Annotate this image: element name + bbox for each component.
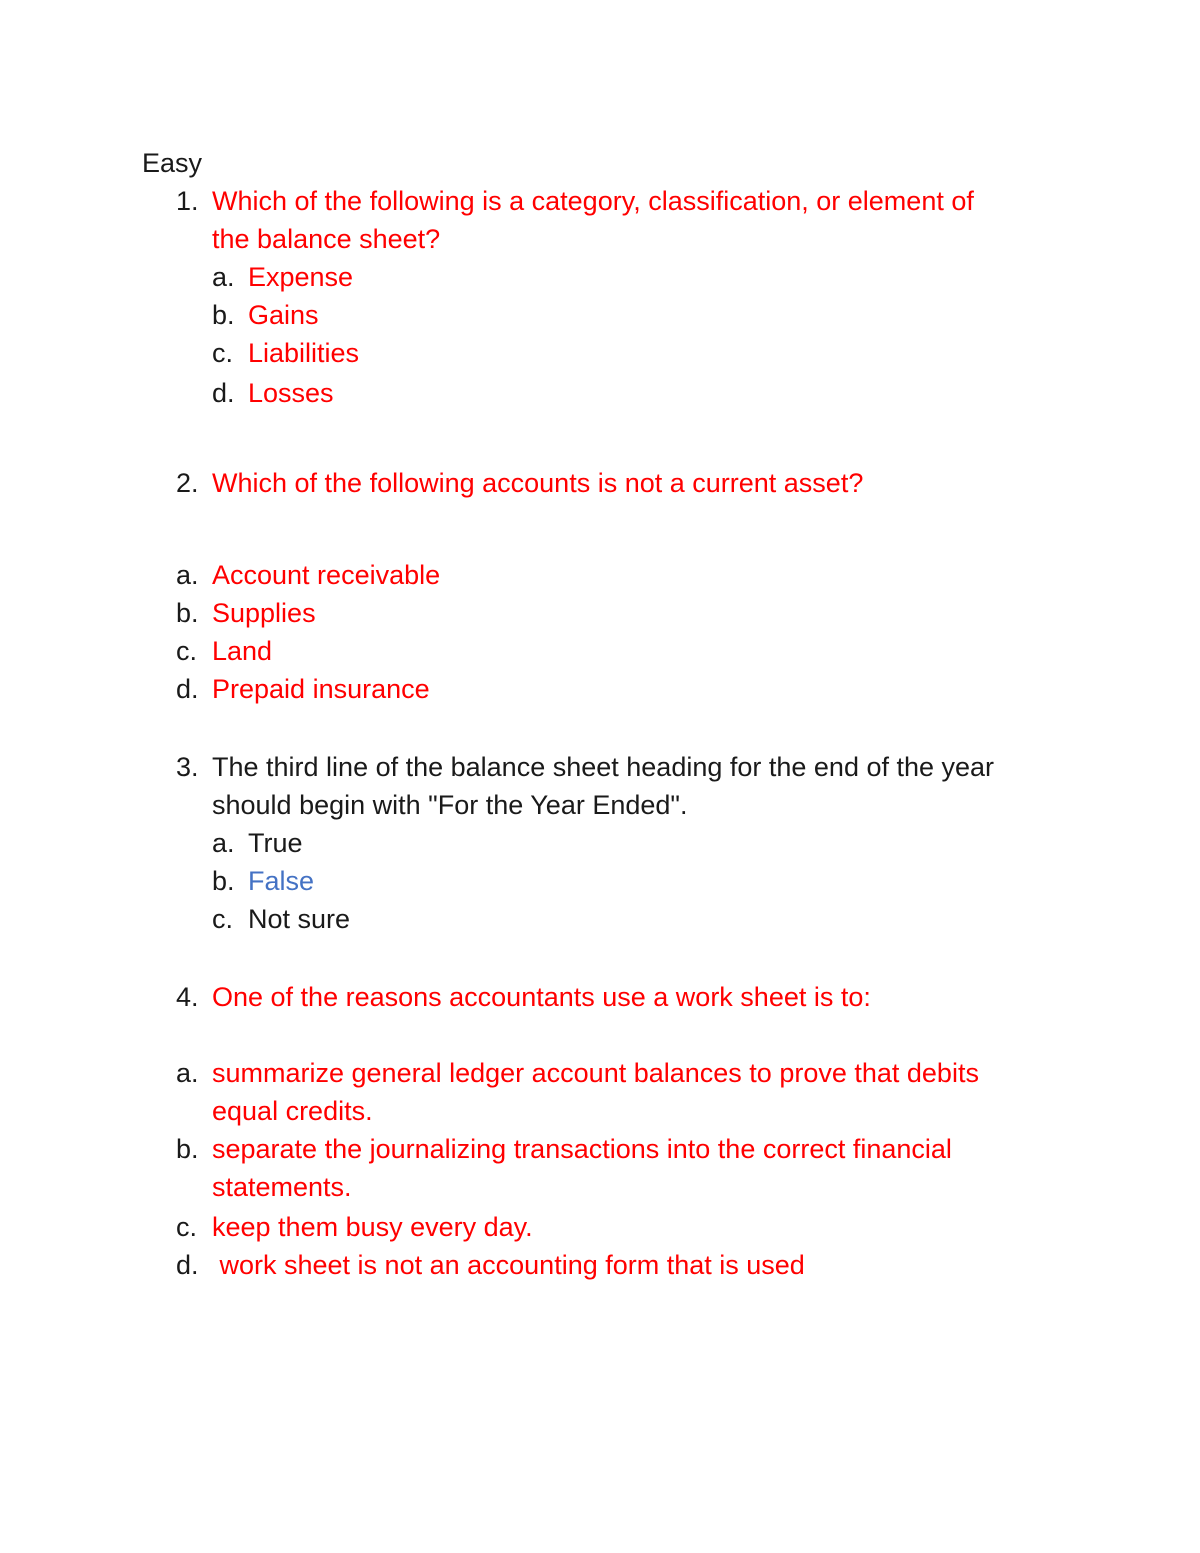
q4-option-a-text-line1: summarize general ledger account balances to prove that debits <box>212 1058 979 1088</box>
q1-option-d-text: Losses <box>248 378 334 408</box>
q4-option-c-text: keep them busy every day. <box>212 1212 533 1242</box>
q3-option-a-text: True <box>248 828 303 858</box>
q1-option-d-letter: d. <box>212 378 235 408</box>
question-1-number: 1. <box>176 186 199 216</box>
section-heading: Easy <box>142 148 203 178</box>
question-3-number: 3. <box>176 752 199 782</box>
question-1-text-line1: Which of the following is a category, classification, or element of <box>212 186 974 216</box>
q4-option-d-text: work sheet is not an accounting form that is used <box>212 1250 805 1280</box>
q1-option-c-letter: c. <box>212 338 234 368</box>
q2-option-b-letter: b. <box>176 598 199 628</box>
q4-option-c-letter: c. <box>176 1212 198 1242</box>
q2-option-a-letter: a. <box>176 560 199 590</box>
q4-option-b-text-line2: statements. <box>212 1172 352 1202</box>
question-2-number: 2. <box>176 468 199 498</box>
q2-option-c-letter: c. <box>176 636 198 666</box>
q2-option-d-letter: d. <box>176 674 199 704</box>
q1-option-c-text: Liabilities <box>248 338 360 368</box>
q1-option-b-letter: b. <box>212 300 235 330</box>
question-4-number: 4. <box>176 982 199 1012</box>
question-2-text: Which of the following accounts is not a current asset? <box>212 468 864 498</box>
q2-option-d-text: Prepaid insurance <box>212 674 430 704</box>
q1-option-a-text: Expense <box>248 262 354 292</box>
q3-option-c-text: Not sure <box>248 904 351 934</box>
q4-option-a-text-line2: equal credits. <box>212 1096 373 1126</box>
q3-option-a-letter: a. <box>212 828 235 858</box>
q1-option-b-text: Gains <box>248 300 319 330</box>
question-3-text-line1: The third line of the balance sheet heading for the end of the year <box>212 752 995 782</box>
q4-option-b-letter: b. <box>176 1134 199 1164</box>
question-4-text: One of the reasons accountants use a work sheet is to: <box>212 982 871 1012</box>
q1-option-a-letter: a. <box>212 262 235 292</box>
q3-option-b-letter: b. <box>212 866 235 896</box>
q2-option-a-text: Account receivable <box>212 560 441 590</box>
q4-option-a-letter: a. <box>176 1058 199 1088</box>
q2-option-b-text: Supplies <box>212 598 316 628</box>
question-1-text-line2: the balance sheet? <box>212 224 441 254</box>
q4-option-d-letter: d. <box>176 1250 199 1280</box>
q4-option-b-text-line1: separate the journalizing transactions into the correct financial <box>212 1134 952 1164</box>
q2-option-c-text: Land <box>212 636 273 666</box>
q3-option-b-text: False <box>248 866 315 896</box>
question-3-text-line2: should begin with "For the Year Ended". <box>212 790 688 820</box>
q3-option-c-letter: c. <box>212 904 234 934</box>
